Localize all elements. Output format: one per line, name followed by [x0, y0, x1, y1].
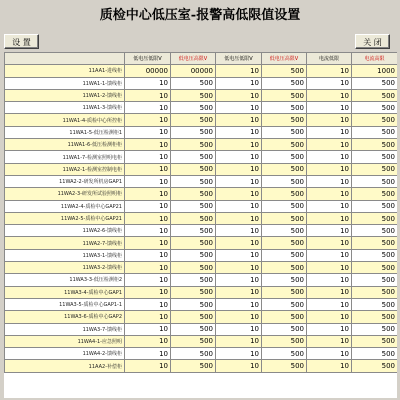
limit-value-cell[interactable]: 500 [352, 89, 398, 101]
limit-value-cell[interactable]: 500 [352, 77, 398, 89]
table-row [5, 348, 398, 360]
row-label: 11WA2-5-质检中心GAP21 [5, 212, 125, 224]
table-row [5, 262, 398, 274]
limit-value-cell[interactable]: 500 [171, 237, 216, 249]
limit-value-cell[interactable]: 10 [216, 175, 262, 187]
limit-value-cell[interactable]: 10 [125, 249, 171, 261]
table-row [5, 175, 398, 187]
limit-value-cell[interactable]: 500 [352, 151, 398, 163]
limit-value-cell[interactable]: 500 [171, 163, 216, 175]
limit-value-cell[interactable]: 10 [125, 298, 171, 310]
column-header: 低电压低限V [125, 53, 171, 65]
limit-value-cell[interactable]: 500 [171, 311, 216, 323]
limit-value-cell[interactable]: 10 [125, 212, 171, 224]
limit-value-cell[interactable]: 10 [307, 360, 352, 372]
limit-value-cell[interactable]: 500 [262, 175, 307, 187]
limit-value-cell[interactable]: 10 [307, 114, 352, 126]
limit-value-cell[interactable]: 500 [171, 89, 216, 101]
limit-value-cell[interactable]: 10 [216, 102, 262, 114]
limit-value-cell[interactable]: 10 [125, 311, 171, 323]
row-label: 11WA2-1-检测室控制电柜 [5, 163, 125, 175]
limit-value-cell[interactable]: 10 [307, 212, 352, 224]
limit-value-cell[interactable]: 10 [216, 348, 262, 360]
limit-value-cell[interactable]: 500 [171, 274, 216, 286]
limit-value-cell[interactable]: 500 [352, 348, 398, 360]
row-label: 11WA3-4-质检中心GAP1 [5, 286, 125, 298]
limit-value-cell[interactable]: 10 [125, 225, 171, 237]
limit-value-cell[interactable]: 10 [125, 360, 171, 372]
limit-value-cell[interactable]: 500 [262, 335, 307, 347]
limit-value-cell[interactable]: 10 [216, 311, 262, 323]
limit-value-cell[interactable]: 500 [262, 311, 307, 323]
limit-value-cell[interactable]: 10 [216, 89, 262, 101]
limit-value-cell[interactable]: 10 [307, 237, 352, 249]
limit-value-cell[interactable]: 00000 [171, 65, 216, 77]
limit-value-cell[interactable]: 500 [262, 298, 307, 310]
table-row [5, 65, 398, 77]
limit-value-cell[interactable]: 10 [125, 286, 171, 298]
limit-value-cell[interactable]: 500 [262, 237, 307, 249]
table-row [5, 323, 398, 335]
limit-value-cell[interactable]: 500 [262, 77, 307, 89]
limit-value-cell[interactable]: 10 [307, 77, 352, 89]
table-row [5, 114, 398, 126]
limit-value-cell[interactable]: 10 [307, 225, 352, 237]
limit-value-cell[interactable]: 10 [307, 335, 352, 347]
limit-value-cell[interactable]: 500 [352, 286, 398, 298]
limit-value-cell[interactable]: 500 [352, 237, 398, 249]
limit-value-cell[interactable]: 500 [171, 139, 216, 151]
row-label: 11WA3-2-馈线柜 [5, 262, 125, 274]
limit-value-cell[interactable]: 10 [307, 139, 352, 151]
limit-value-cell[interactable]: 500 [262, 126, 307, 138]
limit-value-cell[interactable]: 10 [216, 139, 262, 151]
limit-value-cell[interactable]: 500 [352, 102, 398, 114]
close-button[interactable]: 关 闭 [355, 34, 390, 49]
row-label: 11WA1-1-馈线柜 [5, 77, 125, 89]
limit-value-cell[interactable]: 500 [171, 262, 216, 274]
limit-value-cell[interactable]: 500 [262, 102, 307, 114]
limit-value-cell[interactable]: 500 [352, 335, 398, 347]
limit-value-cell[interactable]: 10 [125, 77, 171, 89]
table-row [5, 163, 398, 175]
table-row [5, 126, 398, 138]
limit-value-cell[interactable]: 10 [216, 298, 262, 310]
limit-value-cell[interactable]: 500 [262, 225, 307, 237]
limit-value-cell[interactable]: 10 [125, 151, 171, 163]
limit-value-cell[interactable]: 10 [216, 126, 262, 138]
table-header-row [5, 53, 398, 65]
row-label: 11WA2-2-研发所机房GAP1 [5, 175, 125, 187]
limit-value-cell[interactable]: 10 [216, 225, 262, 237]
limit-value-cell[interactable]: 500 [352, 360, 398, 372]
limit-value-cell[interactable]: 500 [352, 139, 398, 151]
row-label: 11WA1-2-馈线柜 [5, 89, 125, 101]
limit-value-cell[interactable]: 10 [125, 139, 171, 151]
limit-value-cell[interactable]: 500 [262, 65, 307, 77]
table-row [5, 102, 398, 114]
limit-value-cell[interactable]: 10 [125, 114, 171, 126]
limit-value-cell[interactable]: 500 [262, 262, 307, 274]
row-label: 11AA1-进线柜 [5, 65, 125, 77]
limit-value-cell[interactable]: 500 [262, 188, 307, 200]
limit-value-cell[interactable]: 10 [125, 163, 171, 175]
limit-value-cell[interactable]: 10 [216, 262, 262, 274]
limit-value-cell[interactable]: 1000 [352, 65, 398, 77]
limit-value-cell[interactable]: 10 [125, 175, 171, 187]
table-row [5, 298, 398, 310]
limit-value-cell[interactable]: 10 [216, 65, 262, 77]
table-row [5, 188, 398, 200]
table-row [5, 200, 398, 212]
row-label: 11WA2-4-质检中心GAP21 [5, 200, 125, 212]
limit-value-cell[interactable]: 10 [125, 126, 171, 138]
limit-value-cell[interactable]: 500 [352, 311, 398, 323]
limit-value-cell[interactable]: 500 [262, 163, 307, 175]
limit-value-cell[interactable]: 10 [307, 163, 352, 175]
limit-value-cell[interactable]: 10 [307, 188, 352, 200]
limit-value-cell[interactable]: 500 [262, 212, 307, 224]
limit-value-cell[interactable]: 500 [352, 188, 398, 200]
limit-value-cell[interactable]: 500 [352, 225, 398, 237]
limit-value-cell[interactable]: 500 [262, 200, 307, 212]
limit-value-cell[interactable]: 10 [216, 163, 262, 175]
limit-value-cell[interactable]: 10 [125, 102, 171, 114]
limits-grid [4, 52, 397, 398]
limit-value-cell[interactable]: 10 [216, 360, 262, 372]
limit-value-cell[interactable]: 10 [125, 188, 171, 200]
limit-value-cell[interactable]: 10 [307, 274, 352, 286]
limit-value-cell[interactable]: 500 [171, 188, 216, 200]
limit-value-cell[interactable]: 500 [171, 249, 216, 261]
limit-value-cell[interactable]: 10 [125, 348, 171, 360]
limit-value-cell[interactable]: 500 [262, 114, 307, 126]
limit-value-cell[interactable]: 10 [125, 200, 171, 212]
table-row [5, 335, 398, 347]
limit-value-cell[interactable]: 10 [307, 65, 352, 77]
limit-value-cell[interactable]: 10 [216, 151, 262, 163]
limit-value-cell[interactable]: 500 [262, 286, 307, 298]
limit-value-cell[interactable]: 500 [171, 102, 216, 114]
limit-value-cell[interactable]: 500 [171, 151, 216, 163]
table-row [5, 77, 398, 89]
table-row [5, 212, 398, 224]
row-label: 11WA3-6-质检中心GAP2 [5, 311, 125, 323]
row-label: 11WA3-1-馈线柜 [5, 249, 125, 261]
limit-value-cell[interactable]: 10 [216, 237, 262, 249]
limit-value-cell[interactable]: 10 [307, 89, 352, 101]
limit-value-cell[interactable]: 500 [171, 348, 216, 360]
row-label: 11WA3-5-质检中心GAP1-1 [5, 298, 125, 310]
table-row [5, 360, 398, 372]
limit-value-cell[interactable]: 10 [216, 114, 262, 126]
limit-value-cell[interactable]: 500 [171, 360, 216, 372]
limit-value-cell[interactable]: 500 [352, 262, 398, 274]
limit-value-cell[interactable]: 10 [216, 200, 262, 212]
header-corner [5, 53, 125, 65]
limit-value-cell[interactable]: 10 [125, 335, 171, 347]
limit-value-cell[interactable]: 10 [125, 274, 171, 286]
row-label: 11WA3-7-馈线柜 [5, 323, 125, 335]
limit-value-cell[interactable]: 10 [216, 323, 262, 335]
row-label: 11WA1-6-低压检测柜柜 [5, 139, 125, 151]
limit-value-cell[interactable]: 500 [171, 286, 216, 298]
window-title: 质检中心低压室-报警高低限值设置 [99, 8, 301, 23]
limit-value-cell[interactable]: 10 [216, 188, 262, 200]
limit-value-cell[interactable]: 500 [171, 225, 216, 237]
limit-value-cell[interactable]: 10 [307, 151, 352, 163]
limit-value-cell[interactable]: 10 [216, 286, 262, 298]
limit-value-cell[interactable]: 500 [171, 126, 216, 138]
column-header: 电流高限 [352, 53, 398, 65]
limit-value-cell[interactable]: 500 [352, 212, 398, 224]
column-header: 低电压高限V [171, 53, 216, 65]
limit-value-cell[interactable]: 10 [307, 102, 352, 114]
row-label: 11WA1-3-馈线柜 [5, 102, 125, 114]
limit-value-cell[interactable]: 500 [262, 249, 307, 261]
limits-table [4, 52, 397, 373]
table-row [5, 286, 398, 298]
limit-value-cell[interactable]: 500 [352, 323, 398, 335]
limit-value-cell[interactable]: 500 [262, 323, 307, 335]
limit-value-cell[interactable]: 500 [262, 139, 307, 151]
limit-value-cell[interactable]: 10 [216, 212, 262, 224]
limit-value-cell[interactable]: 10 [216, 274, 262, 286]
table-row [5, 249, 398, 261]
row-label: 11WA1-4-质检中心所控柜 [5, 114, 125, 126]
limit-value-cell[interactable]: 10 [307, 249, 352, 261]
limit-value-cell[interactable]: 500 [262, 89, 307, 101]
row-label: 11WA4-1-应急照明 [5, 335, 125, 347]
limit-value-cell[interactable]: 500 [262, 274, 307, 286]
column-header: 电流低限 [307, 53, 352, 65]
limit-value-cell[interactable]: 500 [171, 298, 216, 310]
row-label: 11WA2-6-馈线柜 [5, 225, 125, 237]
limit-value-cell[interactable]: 500 [171, 200, 216, 212]
row-label: 11AA2-补偿柜 [5, 360, 125, 372]
limit-value-cell[interactable]: 500 [352, 249, 398, 261]
limit-value-cell[interactable]: 500 [171, 77, 216, 89]
limit-value-cell[interactable]: 500 [352, 126, 398, 138]
table-row [5, 311, 398, 323]
row-label: 11WA1-7-检测室照明电柜 [5, 151, 125, 163]
limit-value-cell[interactable]: 10 [307, 348, 352, 360]
limit-value-cell[interactable]: 500 [262, 348, 307, 360]
limit-value-cell[interactable]: 10 [307, 298, 352, 310]
limit-value-cell[interactable]: 500 [352, 114, 398, 126]
limit-value-cell[interactable]: 10 [307, 200, 352, 212]
limit-value-cell[interactable]: 00000 [125, 65, 171, 77]
row-label: 11WA1-5-低压检测柜1 [5, 126, 125, 138]
column-header: 低电压低限V [216, 53, 262, 65]
limit-value-cell[interactable]: 10 [307, 175, 352, 187]
limit-value-cell[interactable]: 10 [125, 89, 171, 101]
table-row [5, 274, 398, 286]
limit-value-cell[interactable]: 500 [171, 175, 216, 187]
limit-value-cell[interactable]: 10 [125, 323, 171, 335]
limit-value-cell[interactable]: 10 [125, 237, 171, 249]
limit-value-cell[interactable]: 10 [216, 335, 262, 347]
table-row [5, 89, 398, 101]
row-label: 11WA2-7-馈线柜 [5, 237, 125, 249]
limit-value-cell[interactable]: 500 [352, 200, 398, 212]
table-row [5, 225, 398, 237]
limit-value-cell[interactable]: 10 [216, 249, 262, 261]
limit-value-cell[interactable]: 500 [171, 114, 216, 126]
limit-value-cell[interactable]: 500 [171, 335, 216, 347]
limit-value-cell[interactable]: 500 [262, 151, 307, 163]
limit-value-cell[interactable]: 10 [216, 77, 262, 89]
row-label: 11WA2-3-研发所试验照明柜 [5, 188, 125, 200]
limit-value-cell[interactable]: 10 [307, 311, 352, 323]
table-row [5, 237, 398, 249]
settings-button[interactable]: 设 置 [4, 34, 39, 49]
limit-value-cell[interactable]: 10 [307, 126, 352, 138]
limit-value-cell[interactable]: 500 [352, 274, 398, 286]
row-label: 11WA3-3-低压检测柜2 [5, 274, 125, 286]
limit-value-cell[interactable]: 500 [171, 323, 216, 335]
limit-value-cell[interactable]: 500 [352, 175, 398, 187]
table-row [5, 139, 398, 151]
limit-value-cell[interactable]: 10 [125, 262, 171, 274]
limit-value-cell[interactable]: 10 [307, 286, 352, 298]
column-header: 低电压高限V [262, 53, 307, 65]
limit-value-cell[interactable]: 500 [171, 212, 216, 224]
limit-value-cell[interactable]: 500 [352, 163, 398, 175]
limit-value-cell[interactable]: 10 [307, 323, 352, 335]
limit-value-cell[interactable]: 10 [307, 262, 352, 274]
table-row [5, 151, 398, 163]
limit-value-cell[interactable]: 500 [352, 298, 398, 310]
limit-value-cell[interactable]: 500 [262, 360, 307, 372]
row-label: 11WA4-2-馈线柜 [5, 348, 125, 360]
